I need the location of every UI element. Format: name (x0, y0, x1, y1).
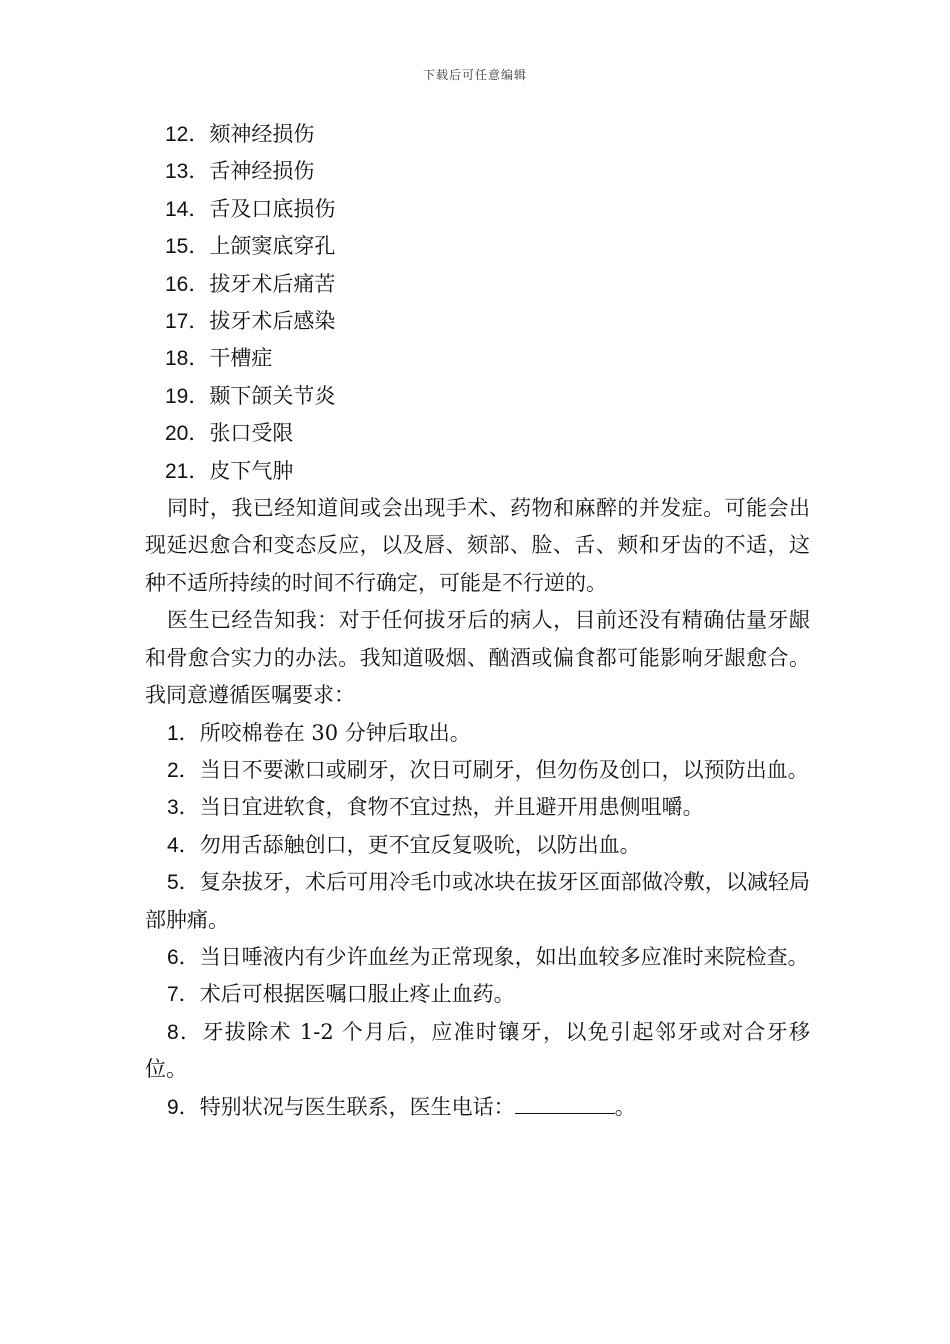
item-text: 复杂拔牙，术后可用冷毛巾或冰块在拔牙区面部做冷敷，以减轻局部肿痛。 (145, 870, 811, 932)
instruction-item (145, 827, 810, 864)
instruction-item (145, 939, 810, 976)
item-text: 皮下气肿 (209, 458, 294, 483)
contact-text: 特别状况与医生联系，医生电话： (199, 1094, 515, 1119)
list-item (145, 153, 810, 190)
item-text: 舌及口底损伤 (209, 196, 336, 221)
contact-end: 。 (614, 1094, 636, 1119)
item-number: 2． (167, 758, 200, 782)
list-item (145, 415, 810, 452)
item-number: 7． (167, 983, 200, 1007)
item-text: 舌神经损伤 (209, 159, 315, 184)
list-item (145, 378, 810, 415)
instruction-item (145, 1014, 810, 1089)
item-number: 17． (165, 310, 210, 334)
instruction-item (145, 752, 810, 789)
item-text: 所咬棉卷在 30 分钟后取出。 (199, 720, 471, 745)
item-number: 4． (167, 833, 200, 857)
instruction-item (145, 715, 810, 752)
list-item (145, 116, 810, 153)
instruction-item (145, 864, 810, 939)
item-number: 21． (165, 459, 210, 483)
instruction-item (145, 789, 810, 826)
item-text: 当日宜进软食，食物不宜过热，并且避开用患侧咀嚼。 (199, 795, 704, 820)
item-number: 5． (167, 871, 200, 895)
item-text: 拔牙术后痛苦 (209, 271, 336, 296)
item-number: 8． (167, 1020, 203, 1044)
item-text: 干槽症 (209, 346, 273, 371)
list-item (145, 453, 810, 490)
item-number: 15． (165, 235, 210, 259)
list-item (145, 266, 810, 303)
list-item (145, 191, 810, 228)
document-body (145, 116, 810, 1126)
list-item (145, 340, 810, 377)
list-item (145, 228, 810, 265)
page-header: 下载后可任意编辑 (422, 68, 527, 82)
item-number: 9． (167, 1095, 200, 1119)
list-item (145, 303, 810, 340)
item-number: 13． (165, 160, 210, 184)
item-text: 勿用舌舔触创口，更不宜反复吸吮，以防出血。 (199, 832, 641, 857)
item-text: 颞下颌关节炎 (209, 383, 336, 408)
item-number: 19． (165, 384, 210, 408)
item-number: 1． (167, 721, 200, 745)
item-text: 当日不要漱口或刷牙，次日可刷牙，但勿伤及创口，以预防出血。 (199, 757, 809, 782)
item-text: 术后可根据医嘱口服止疼止血药。 (199, 982, 515, 1007)
item-text: 颏神经损伤 (209, 122, 315, 146)
paragraph-doctor-advice: 医生已经告知我：对于任何拔牙后的病人，目前还没有精确估量牙龈和骨愈合实力的办法。我知道吸烟、酗酒或偏食都可能影响牙龈愈合。我同意遵循医嘱要求： (145, 608, 810, 708)
instruction-item (145, 976, 810, 1013)
item-number: 18． (165, 347, 210, 371)
item-number: 6． (167, 945, 200, 969)
item-text: 张口受限 (209, 421, 294, 446)
instruction-item-contact (145, 1089, 810, 1126)
item-number: 3． (167, 796, 200, 820)
item-text: 拔牙术后感染 (209, 309, 336, 334)
item-text: 当日唾液内有少许血丝为正常现象，如出血较多应准时来院检查。 (199, 944, 809, 969)
item-text: 上颌窦底穿孔 (209, 234, 336, 259)
item-number: 20． (165, 422, 210, 446)
item-number: 14． (165, 197, 210, 221)
paragraph-complications-notice: 同时，我已经知道间或会出现手术、药物和麻醉的并发症。可能会出现延迟愈合和变态反应，以及唇、颏部、脸、舌、颊和牙齿的不适，这种不适所持续的时间不行确定，可能是不行逆的。 (145, 496, 810, 595)
item-text: 牙拔除术 1-2 个月后，应准时镶牙，以免引起邻牙或对合牙移位。 (145, 1019, 810, 1082)
phone-blank-field[interactable] (515, 1093, 615, 1114)
item-number: 16． (165, 272, 210, 296)
item-number: 12． (165, 123, 210, 146)
